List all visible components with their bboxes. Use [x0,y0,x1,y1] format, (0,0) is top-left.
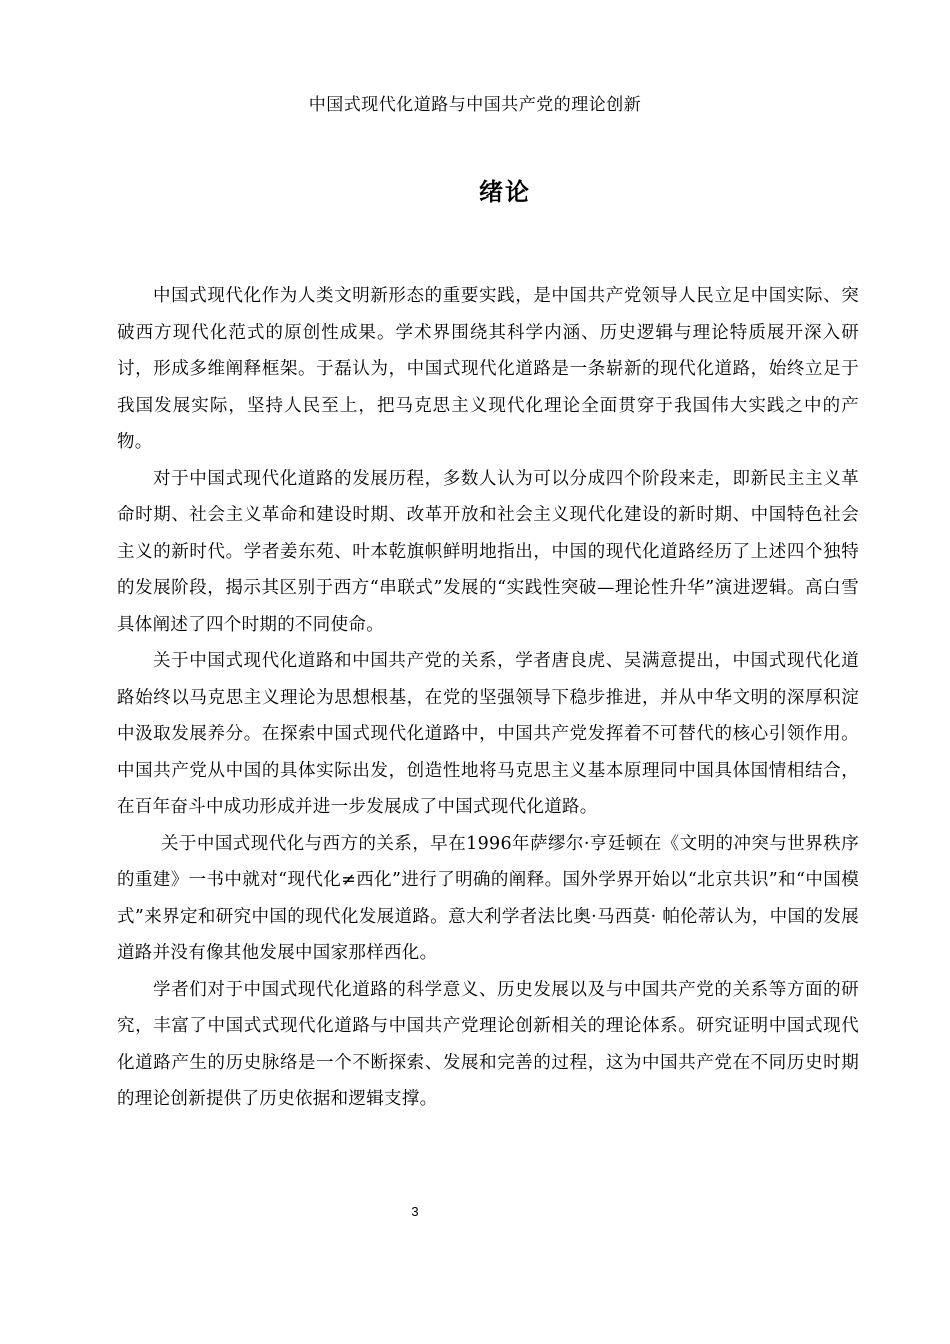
chapter-title: 绪论 [479,178,531,206]
running-header: 中国式现代化道路与中国共产党的理论创新 [308,95,642,115]
paragraph-1: 中国式现代化作为人类文明新形态的重要实践，是中国共产党领导人民立足中国实际、突破西方现代化范式的原创性成果。学术界围绕其科学内涵、历史逻辑与理论特质展开深入研讨，形成多维阐释框架。于磊认为，中国式现代化道路是一条崭新的现代化道路，始终立足于我国发展实际，坚持人民至上，把马克思主义现代化理论全面贯穿于我国伟大实践之中的产物。 [117,286,859,452]
paragraph-5: 学者们对于中国式现代化道路的科学意义、历史发展以及与中国共产党的关系等方面的研究，丰富了中国式式现代化道路与中国共产党理论创新相关的理论体系。研究证明中国式现代化道路产生的历史脉络是一个不断探索、发展和完善的过程，这为中国共产党在不同历史时期的理论创新提供了历史依据和逻辑支撑。 [117,979,859,1109]
paragraph-2: 对于中国式现代化道路的发展历程，多数人认为可以分成四个阶段来走，即新民主主义革命时期、社会主义革命和建设时期、改革开放和社会主义现代化建设的新时期、中国特色社会主义的新时代。学者姜东苑、叶本乾旗帜鲜明地指出，中国的现代化道路经历了上述四个独特的发展阶段，揭示其区别于西方“串联式”发展的“实践性突破—理论性升华”演进逻辑。高白雪具体阐述了四个时期的不同使命。 [117,468,859,635]
body-text [117,278,859,1118]
page-number: 3 [411,1204,419,1219]
paragraph-4: 关于中国式现代化与西方的关系，早在1996年萨缪尔·亨廷顿在《文明的冲突与世界秩序的重建》一书中就对“现代化≠西化”进行了明确的阐释。国外学界开始以“北京共识”和“中国模式”来界定和研究中国的现代化发展道路。意大利学者法比奥·马西莫· 帕伦蒂认为，中国的发展道路并没有像其他发展中国家那样西化。 [117,833,859,963]
paragraph-3: 关于中国式现代化道路和中国共产党的关系，学者唐良虎、吴满意提出，中国式现代化道路始终以马克思主义理论为思想根基，在党的坚强领导下稳步推进，并从中华文明的深厚积淀中汲取发展养分。在探索中国式现代化道路中，中国共产党发挥着不可替代的核心引领作用。中国共产党从中国的具体实际出发，创造性地将马克思主义基本原理同中国具体国情相结合，在百年奋斗中成功形成并进一步发展成了中国式现代化道路。 [117,651,859,817]
